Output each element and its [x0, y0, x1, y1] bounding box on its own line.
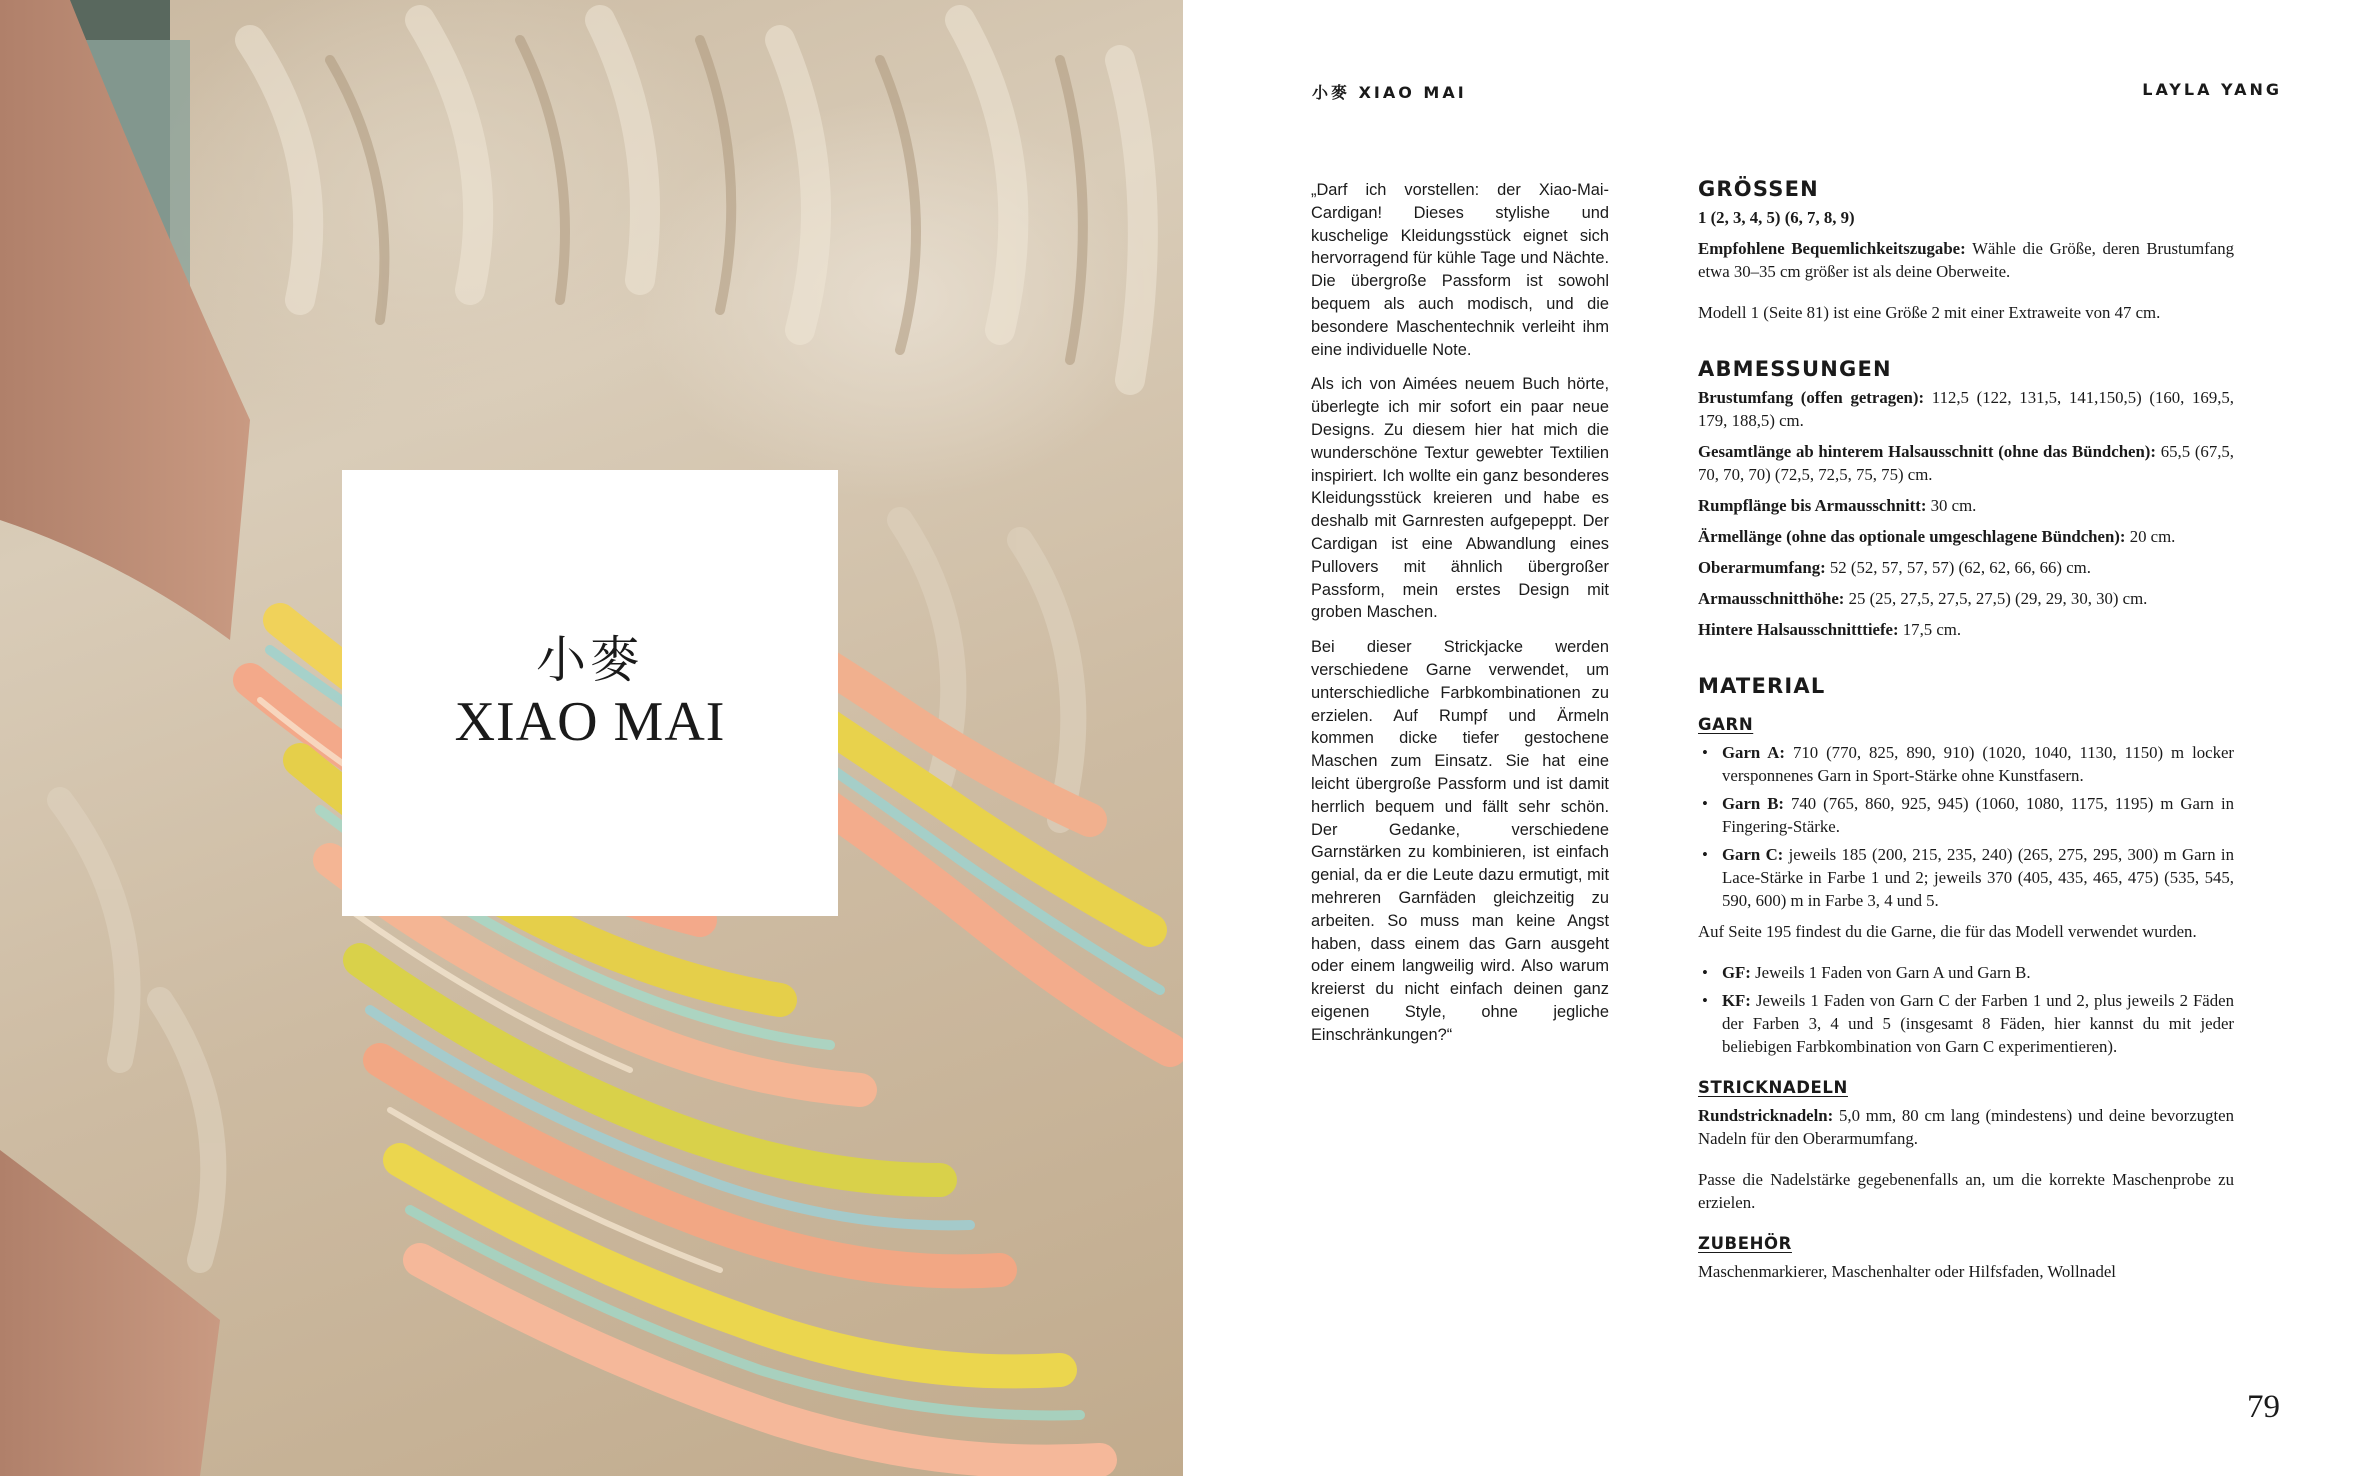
measure-row: Armausschnitthöhe: 25 (25, 27,5, 27,5, 27,5) (29, 29, 30, 30) cm.	[1698, 589, 2148, 608]
pattern-details	[1698, 178, 2234, 1291]
list-item: • KF: Jeweils 1 Faden von Garn C der Farben 1 und 2, plus jeweils 2 Fäden der Farben 3, 4 und 5 (insgesamt 8 Fäden, hier kannst du mit jeder beliebigen Farbkombination von Garn C experimentieren).	[1698, 989, 2234, 1058]
list-item: • Garn B: 740 (765, 860, 925, 945) (1060, 1080, 1175, 1195) m Garn in Fingering-Stärke.	[1698, 792, 2234, 838]
measure-row: Brustumfang (offen getragen): 112,5 (122, 131,5, 141,150,5) (160, 169,5, 179, 188,5) cm.	[1698, 388, 2234, 430]
model-line: Modell 1 (Seite 81) ist eine Größe 2 mit einer Extraweite von 47 cm.	[1698, 303, 2161, 322]
title-card	[342, 470, 838, 916]
heading-material: MATERIAL	[1698, 674, 1826, 698]
sizes-line: 1 (2, 3, 4, 5) (6, 7, 8, 9)	[1698, 208, 1855, 227]
measure-row: Hintere Halsausschnitttiefe: 17,5 cm.	[1698, 620, 1962, 639]
strand-combo-list	[1698, 961, 2234, 1058]
heading-abmessungen: ABMESSUNGEN	[1698, 357, 1892, 381]
heading-groessen: GRÖSSEN	[1698, 177, 1819, 201]
page-number: 79	[2247, 1389, 2280, 1425]
subheading-garn: GARN	[1698, 715, 1754, 734]
intro-paragraph: Bei dieser Strickjacke werden verschiedene Garne verwendet, um unterschiedliche Farbkombinationen zu erzielen. Auf Rumpf und Ärmeln kommen dicke tiefer gestochene Maschen zum Einsatz. Sie hat eine leicht übergroße Passform und ist damit herrlich bequem und fällt sehr schön. Der Gedanke, verschiedene Garnstärken zu kombinieren, ist einfach genial, da er die Leute dazu ermutigt, mit mehreren Garnfäden gleichzeitig zu arbeiten. So muss man keine Angst haben, dass einem das Garn ausgeht oder einem langweilig wird. Also warum kreierst du nicht einfach deinen ganz eigenen Style, ohne jegliche Einschränkungen?“	[1311, 638, 1609, 1044]
needles-line: Rundstricknadeln: 5,0 mm, 80 cm lang (mindestens) und deine bevorzugten Nadeln für den Oberarmumfang.	[1698, 1106, 2235, 1148]
running-head-title: 小麥 XIAO MAI	[1312, 83, 1467, 102]
notions-line: Maschenmarkierer, Maschenhalter oder Hilfsfaden, Wollnadel	[1698, 1262, 2116, 1281]
measure-row: Rumpflänge bis Armausschnitt: 30 cm.	[1698, 496, 1977, 515]
measure-row: Gesamtlänge ab hinterem Halsausschnitt (ohne das Bündchen): 65,5 (67,5, 70, 70, 70) (72,5, 72,5, 75, 75) cm.	[1698, 442, 2234, 484]
yarn-list	[1698, 741, 2234, 912]
measure-row: Ärmellänge (ohne das optionale umgeschlagene Bündchen): 20 cm.	[1698, 527, 2176, 546]
title-latin: XIAO MAI	[454, 691, 726, 753]
intro-text	[1311, 179, 1609, 1058]
running-head-author: LAYLA YANG	[2142, 80, 2282, 99]
list-item: • Garn C: jeweils 185 (200, 215, 235, 240) (265, 275, 295, 300) m Garn in Lace-Stärke in Farbe 1 und 2; jeweils 370 (405, 435, 465, 475) (535, 545, 590, 600) m in Farbe 3, 4 und 5.	[1698, 843, 2234, 912]
ease-line: Empfohlene Bequemlichkeitszugabe: Wähle die Größe, deren Brustumfang etwa 30–35 cm größer ist als deine Oberweite.	[1698, 239, 2234, 281]
subheading-zubehoer: ZUBEHÖR	[1698, 1234, 1792, 1253]
intro-paragraph: „Darf ich vorstellen: der Xiao-Mai-Cardigan! Dieses stylishe und kuschelige Kleidungsstück eignet sich hervorragend für kühle Tage und Nächte. Die übergroße Passform ist sowohl bequem als auch modisch, und die besondere Maschentechnik verleiht ihm eine individuelle Note.	[1311, 181, 1609, 359]
subheading-stricknadeln: STRICKNADELN	[1698, 1078, 1848, 1097]
measure-row: Oberarmumfang: 52 (52, 57, 57, 57) (62, 62, 66, 66) cm.	[1698, 558, 2091, 577]
yarn-note: Auf Seite 195 findest du die Garne, die für das Modell verwendet wurden.	[1698, 922, 2197, 941]
title-chinese: 小麥	[536, 631, 644, 689]
needles-note: Passe die Nadelstärke gegebenenfalls an, um die korrekte Maschenprobe zu erzielen.	[1698, 1170, 2234, 1212]
intro-paragraph: Als ich von Aimées neuem Buch hörte, überlegte ich mir sofort ein paar neue Designs. Zu diesem hier hat mich die wunderschöne Textur gewebter Textilien inspiriert. Ich wollte ein ganz besonderes Kleidungsstück kreieren und habe es deshalb mit Garnresten aufgepeppt. Der Cardigan ist eine Abwandlung eines Pullovers mit ähnlich übergroßer Passform, mein erstes Design mit groben Maschen.	[1311, 375, 1609, 622]
list-item: • Garn A: 710 (770, 825, 890, 910) (1020, 1040, 1130, 1150) m locker versponnenes Garn in Sport-Stärke ohne Kunstfasern.	[1698, 741, 2234, 787]
list-item: • GF: Jeweils 1 Faden von Garn A und Garn B.	[1698, 961, 2234, 984]
